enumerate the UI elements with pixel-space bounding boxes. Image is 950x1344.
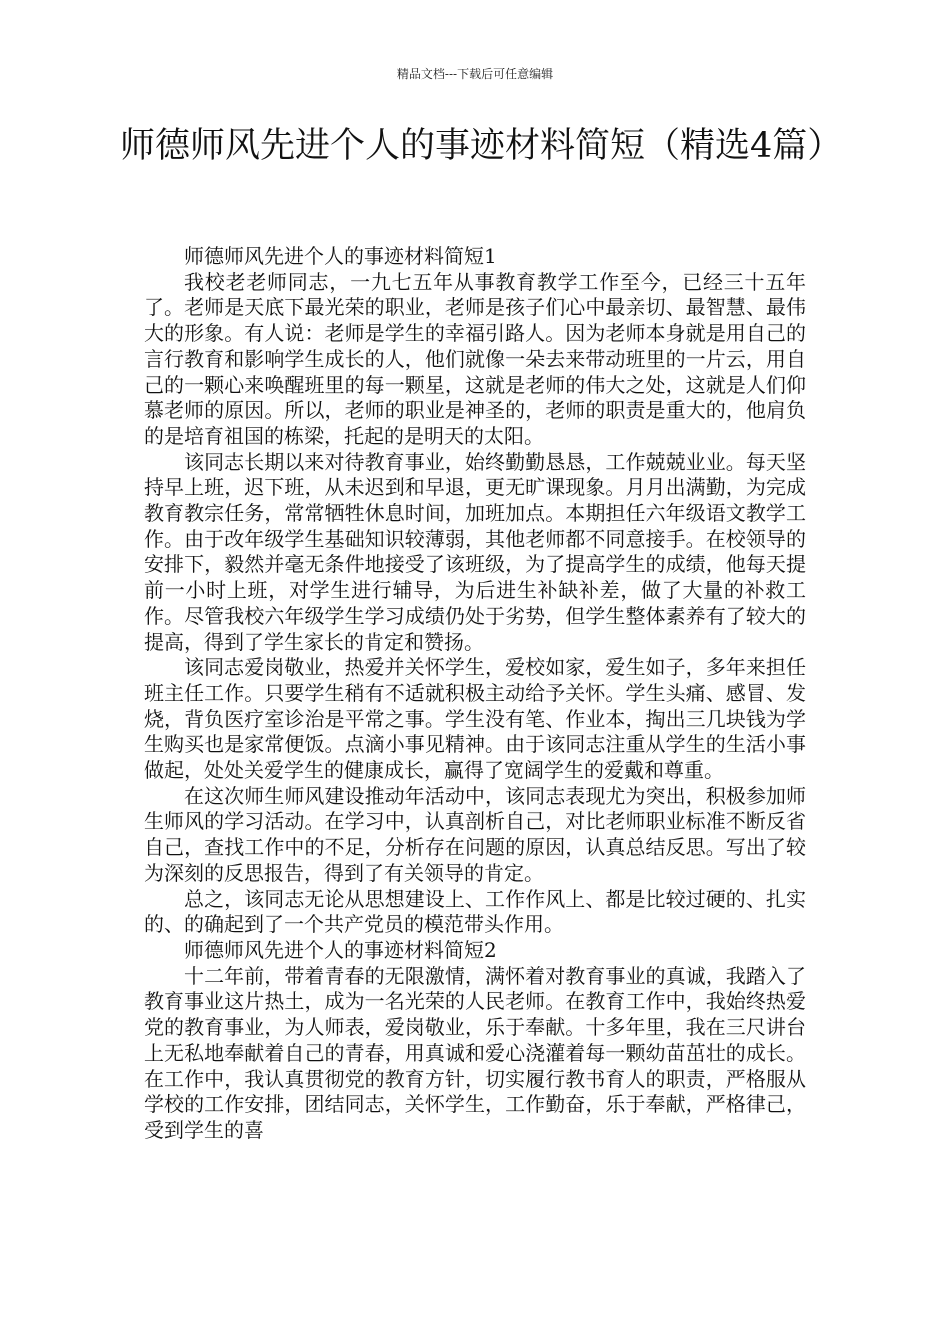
header-note: 精品文档---下载后可任意编辑 xyxy=(396,67,554,81)
paragraph: 我校老老师同志，一九七五年从事教育教学工作至今，已经三十五年了。老师是天底下最光荣的职业，老师是孩子们心中最亲切、最智慧、最伟大的形象。有人说：老师是学生的幸福引路人。因为老师本身就是用自己的言行教育和影响学生成长的人，他们就像一朵去来带动班里的一片云，用自己的一颗心来唤醒班里的每一颗星，这就是老师的伟大之处，这就是人们仰慕老师的原因。所以，老师的职业是神圣的，老师的职责是重大的，他肩负的是培育祖国的栋梁，托起的是明天的太阳。 xyxy=(144,269,806,448)
document-title: 师德师风先进个人的事迹材料简短（精选4篇） xyxy=(120,126,843,166)
paragraph: 该同志爱岗敬业，热爱并关怀学生，爱校如家，爱生如子，多年来担任班主任工作。只要学生稍有不适就积极主动给予关怀。学生头痛、感冒、发烧，背负医疗室诊治是平常之事。学生没有笔、作业本，掏出三几块钱为学生购买也是家常便饭。点滴小事见精神。由于该同志注重从学生的生活小事做起，处处关爱学生的健康成长，赢得了宽阔学生的爱戴和尊重。 xyxy=(144,655,806,783)
paragraph: 十二年前，带着青春的无限激情，满怀着对教育事业的真诚，我踏入了教育事业这片热土，成为一名光荣的人民老师。在教育工作中，我始终热爱党的教育事业，为人师表，爱岗敬业，乐于奉献。十多年里，我在三尺讲台上无私地奉献着自己的青春，用真诚和爱心浇灌着每一颗幼苗茁壮的成长。在工作中，我认真贯彻党的教育方针，切实履行教书育人的职责，严格服从学校的工作安排，团结同志，关怀学生，工作勤奋，乐于奉献，严格律己，受到学生的喜 xyxy=(144,963,806,1142)
paragraph: 在这次师生师风建设推动年活动中，该同志表现尤为突出，积极参加师生师风的学习活动。在学习中，认真剖析自己，对比老师职业标准不断反省自己，查找工作中的不足，分析存在问题的原因，认真总结反思。写出了较为深刻的反思报告，得到了有关领导的肯定。 xyxy=(144,783,806,885)
document-body xyxy=(144,244,806,1144)
section-heading-1: 师德师风先进个人的事迹材料简短1 xyxy=(184,244,497,268)
paragraph: 该同志长期以来对待教育事业，始终勤勤恳恳，工作兢兢业业。每天坚持早上班，迟下班，从未迟到和早退，更无旷课现象。月月出满勤，为完成教育教宗任务，常常牺牲休息时间，加班加点。本期担任六年级语文教学工作。由于改年级学生基础知识较薄弱，其他老师都不同意接手。在校领导的安排下，毅然并毫无条件地接受了该班级，为了提高学生的成绩，他每天提前一小时上班，对学生进行辅导，为后进生补缺补差，做了大量的补救工作。尽管我校六年级学生学习成绩仍处于劣势，但学生整体素养有了较大的提高，得到了学生家长的肯定和赞扬。 xyxy=(144,449,806,654)
section-heading-2: 师德师风先进个人的事迹材料简短2 xyxy=(184,937,497,962)
paragraph: 总之，该同志无论从思想建设上、工作作风上、都是比较过硬的、扎实的、的确起到了一个共产党员的模范带头作用。 xyxy=(144,886,806,937)
